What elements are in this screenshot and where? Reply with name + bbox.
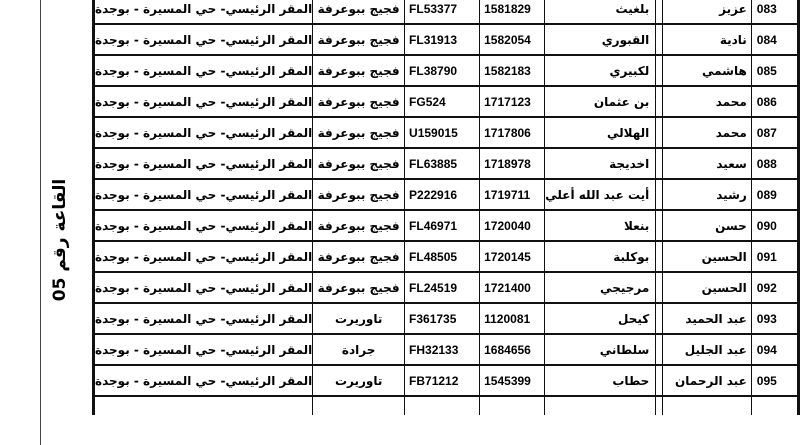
- first-name-cell: الحسين: [662, 240, 750, 271]
- cne-cell: 1545399: [479, 364, 544, 395]
- address-cell: المقر الرئيسي- حي المسيرة - بوجدة: [95, 147, 312, 178]
- gap-cell: [655, 54, 662, 85]
- cne-cell: [479, 395, 544, 415]
- cne-cell: 1721400: [479, 271, 544, 302]
- number-cell: 086: [751, 85, 797, 116]
- first-name-cell: عبد الحميد: [662, 302, 750, 333]
- first-name-cell: هاشمي: [662, 54, 750, 85]
- cin-cell: U159015: [404, 116, 479, 147]
- cne-cell: 1120081: [479, 302, 544, 333]
- address-cell: المقر الرئيسي- حي المسيرة - بوجدة: [95, 364, 312, 395]
- cne-cell: 1582183: [479, 54, 544, 85]
- cne-cell: 1581829: [479, 0, 544, 23]
- number-cell: 087: [751, 116, 797, 147]
- gap-cell: [655, 395, 662, 415]
- city-cell: فجيج ببوعرفة: [312, 178, 404, 209]
- cin-cell: FL31913: [404, 23, 479, 54]
- table-row: [95, 85, 797, 116]
- cne-cell: 1717123: [479, 85, 544, 116]
- city-cell: فجيج ببوعرفة: [312, 240, 404, 271]
- number-cell: 093: [751, 302, 797, 333]
- table-row: [95, 302, 797, 333]
- city-cell: فجيج ببوعرفة: [312, 0, 404, 23]
- last-name-cell: الهلالي: [544, 116, 655, 147]
- table-row: [95, 23, 797, 54]
- address-cell: المقر الرئيسي- حي المسيرة - بوجدة: [95, 209, 312, 240]
- address-cell: المقر الرئيسي- حي المسيرة - بوجدة: [95, 240, 312, 271]
- number-cell: 085: [751, 54, 797, 85]
- number-cell: 088: [751, 147, 797, 178]
- city-cell: فجيج ببوعرفة: [312, 147, 404, 178]
- table-row: [95, 178, 797, 209]
- candidates-table: [92, 0, 800, 415]
- last-name-cell: القبوري: [544, 23, 655, 54]
- gap-cell: [655, 23, 662, 54]
- cne-cell: 1684656: [479, 333, 544, 364]
- city-cell: فجيج ببوعرفة: [312, 85, 404, 116]
- first-name-cell: حسن: [662, 209, 750, 240]
- cin-cell: FH32133: [404, 333, 479, 364]
- address-cell: المقر الرئيسي- حي المسيرة - بوجدة: [95, 0, 312, 23]
- cne-cell: 1720040: [479, 209, 544, 240]
- cin-cell: FL24519: [404, 271, 479, 302]
- first-name-cell: نادية: [662, 23, 750, 54]
- margin-rule: [40, 0, 41, 445]
- table-row-cutoff: [95, 395, 797, 415]
- gap-cell: [655, 0, 662, 23]
- last-name-cell: اخديجة: [544, 147, 655, 178]
- last-name-cell: كيحل: [544, 302, 655, 333]
- gap-cell: [655, 178, 662, 209]
- cne-cell: 1582054: [479, 23, 544, 54]
- address-cell: المقر الرئيسي- حي المسيرة - بوجدة: [95, 85, 312, 116]
- number-cell: 095: [751, 364, 797, 395]
- first-name-cell: الحسين: [662, 271, 750, 302]
- number-cell: 083: [751, 0, 797, 23]
- table-row: [95, 333, 797, 364]
- last-name-cell: مرجيجي: [544, 271, 655, 302]
- cne-cell: 1718978: [479, 147, 544, 178]
- address-cell: المقر الرئيسي- حي المسيرة - بوجدة: [95, 54, 312, 85]
- first-name-cell: رشيد: [662, 178, 750, 209]
- address-cell: المقر الرئيسي- حي المسيرة - بوجدة: [95, 23, 312, 54]
- city-cell: فجيج ببوعرفة: [312, 116, 404, 147]
- gap-cell: [655, 302, 662, 333]
- address-cell: المقر الرئيسي- حي المسيرة - بوجدة: [95, 333, 312, 364]
- city-cell: جرادة: [312, 333, 404, 364]
- gap-cell: [655, 240, 662, 271]
- first-name-cell: عبد الرحمان: [662, 364, 750, 395]
- number-cell: 089: [751, 178, 797, 209]
- table-row: [95, 116, 797, 147]
- cin-cell: P222916: [404, 178, 479, 209]
- cne-cell: 1717806: [479, 116, 544, 147]
- first-name-cell: محمد: [662, 85, 750, 116]
- address-cell: المقر الرئيسي- حي المسيرة - بوجدة: [95, 178, 312, 209]
- first-name-cell: عبد الجليل: [662, 333, 750, 364]
- table-row: [95, 54, 797, 85]
- cin-cell: FL38790: [404, 54, 479, 85]
- gap-cell: [655, 85, 662, 116]
- number-cell: 092: [751, 271, 797, 302]
- cin-cell: F361735: [404, 302, 479, 333]
- first-name-cell: سعيد: [662, 147, 750, 178]
- table-row: [95, 364, 797, 395]
- cne-cell: 1719711: [479, 178, 544, 209]
- table-row: [95, 147, 797, 178]
- address-cell: [95, 395, 312, 415]
- cin-cell: FL46971: [404, 209, 479, 240]
- number-cell: 094: [751, 333, 797, 364]
- cin-cell: FL48505: [404, 240, 479, 271]
- city-cell: فجيج ببوعرفة: [312, 54, 404, 85]
- address-cell: المقر الرئيسي- حي المسيرة - بوجدة: [95, 271, 312, 302]
- last-name-cell: بلغيث: [544, 0, 655, 23]
- city-cell: تاوريرت: [312, 364, 404, 395]
- number-cell: 091: [751, 240, 797, 271]
- cne-cell: 1720145: [479, 240, 544, 271]
- gap-cell: [655, 116, 662, 147]
- cin-cell: FL63885: [404, 147, 479, 178]
- table-row: [95, 271, 797, 302]
- first-name-cell: محمد: [662, 116, 750, 147]
- city-cell: فجيج ببوعرفة: [312, 23, 404, 54]
- city-cell: [312, 395, 404, 415]
- last-name-cell: [544, 395, 655, 415]
- last-name-cell: سلطاني: [544, 333, 655, 364]
- gap-cell: [655, 209, 662, 240]
- last-name-cell: بوكلبة: [544, 240, 655, 271]
- gap-cell: [655, 364, 662, 395]
- city-cell: فجيج ببوعرفة: [312, 209, 404, 240]
- first-name-cell: [662, 395, 750, 415]
- cin-cell: FG524: [404, 85, 479, 116]
- gap-cell: [655, 271, 662, 302]
- number-cell: 090: [751, 209, 797, 240]
- room-label: القاعة رقم 05: [50, 178, 70, 302]
- last-name-cell: لكبيري: [544, 54, 655, 85]
- city-cell: تاوريرت: [312, 302, 404, 333]
- cin-cell: FB71212: [404, 364, 479, 395]
- city-cell: فجيج ببوعرفة: [312, 271, 404, 302]
- last-name-cell: بن عثمان: [544, 85, 655, 116]
- gap-cell: [655, 333, 662, 364]
- number-cell: [751, 395, 797, 415]
- table-row: [95, 240, 797, 271]
- last-name-cell: بنعلا: [544, 209, 655, 240]
- gap-cell: [655, 147, 662, 178]
- last-name-cell: أيت عبد الله أعلي: [544, 178, 655, 209]
- address-cell: المقر الرئيسي- حي المسيرة - بوجدة: [95, 302, 312, 333]
- number-cell: 084: [751, 23, 797, 54]
- address-cell: المقر الرئيسي- حي المسيرة - بوجدة: [95, 116, 312, 147]
- table-row: [95, 209, 797, 240]
- last-name-cell: حطاب: [544, 364, 655, 395]
- table-row: [95, 0, 797, 23]
- cin-cell: FL53377: [404, 0, 479, 23]
- cin-cell: [404, 395, 479, 415]
- first-name-cell: عزيز: [662, 0, 750, 23]
